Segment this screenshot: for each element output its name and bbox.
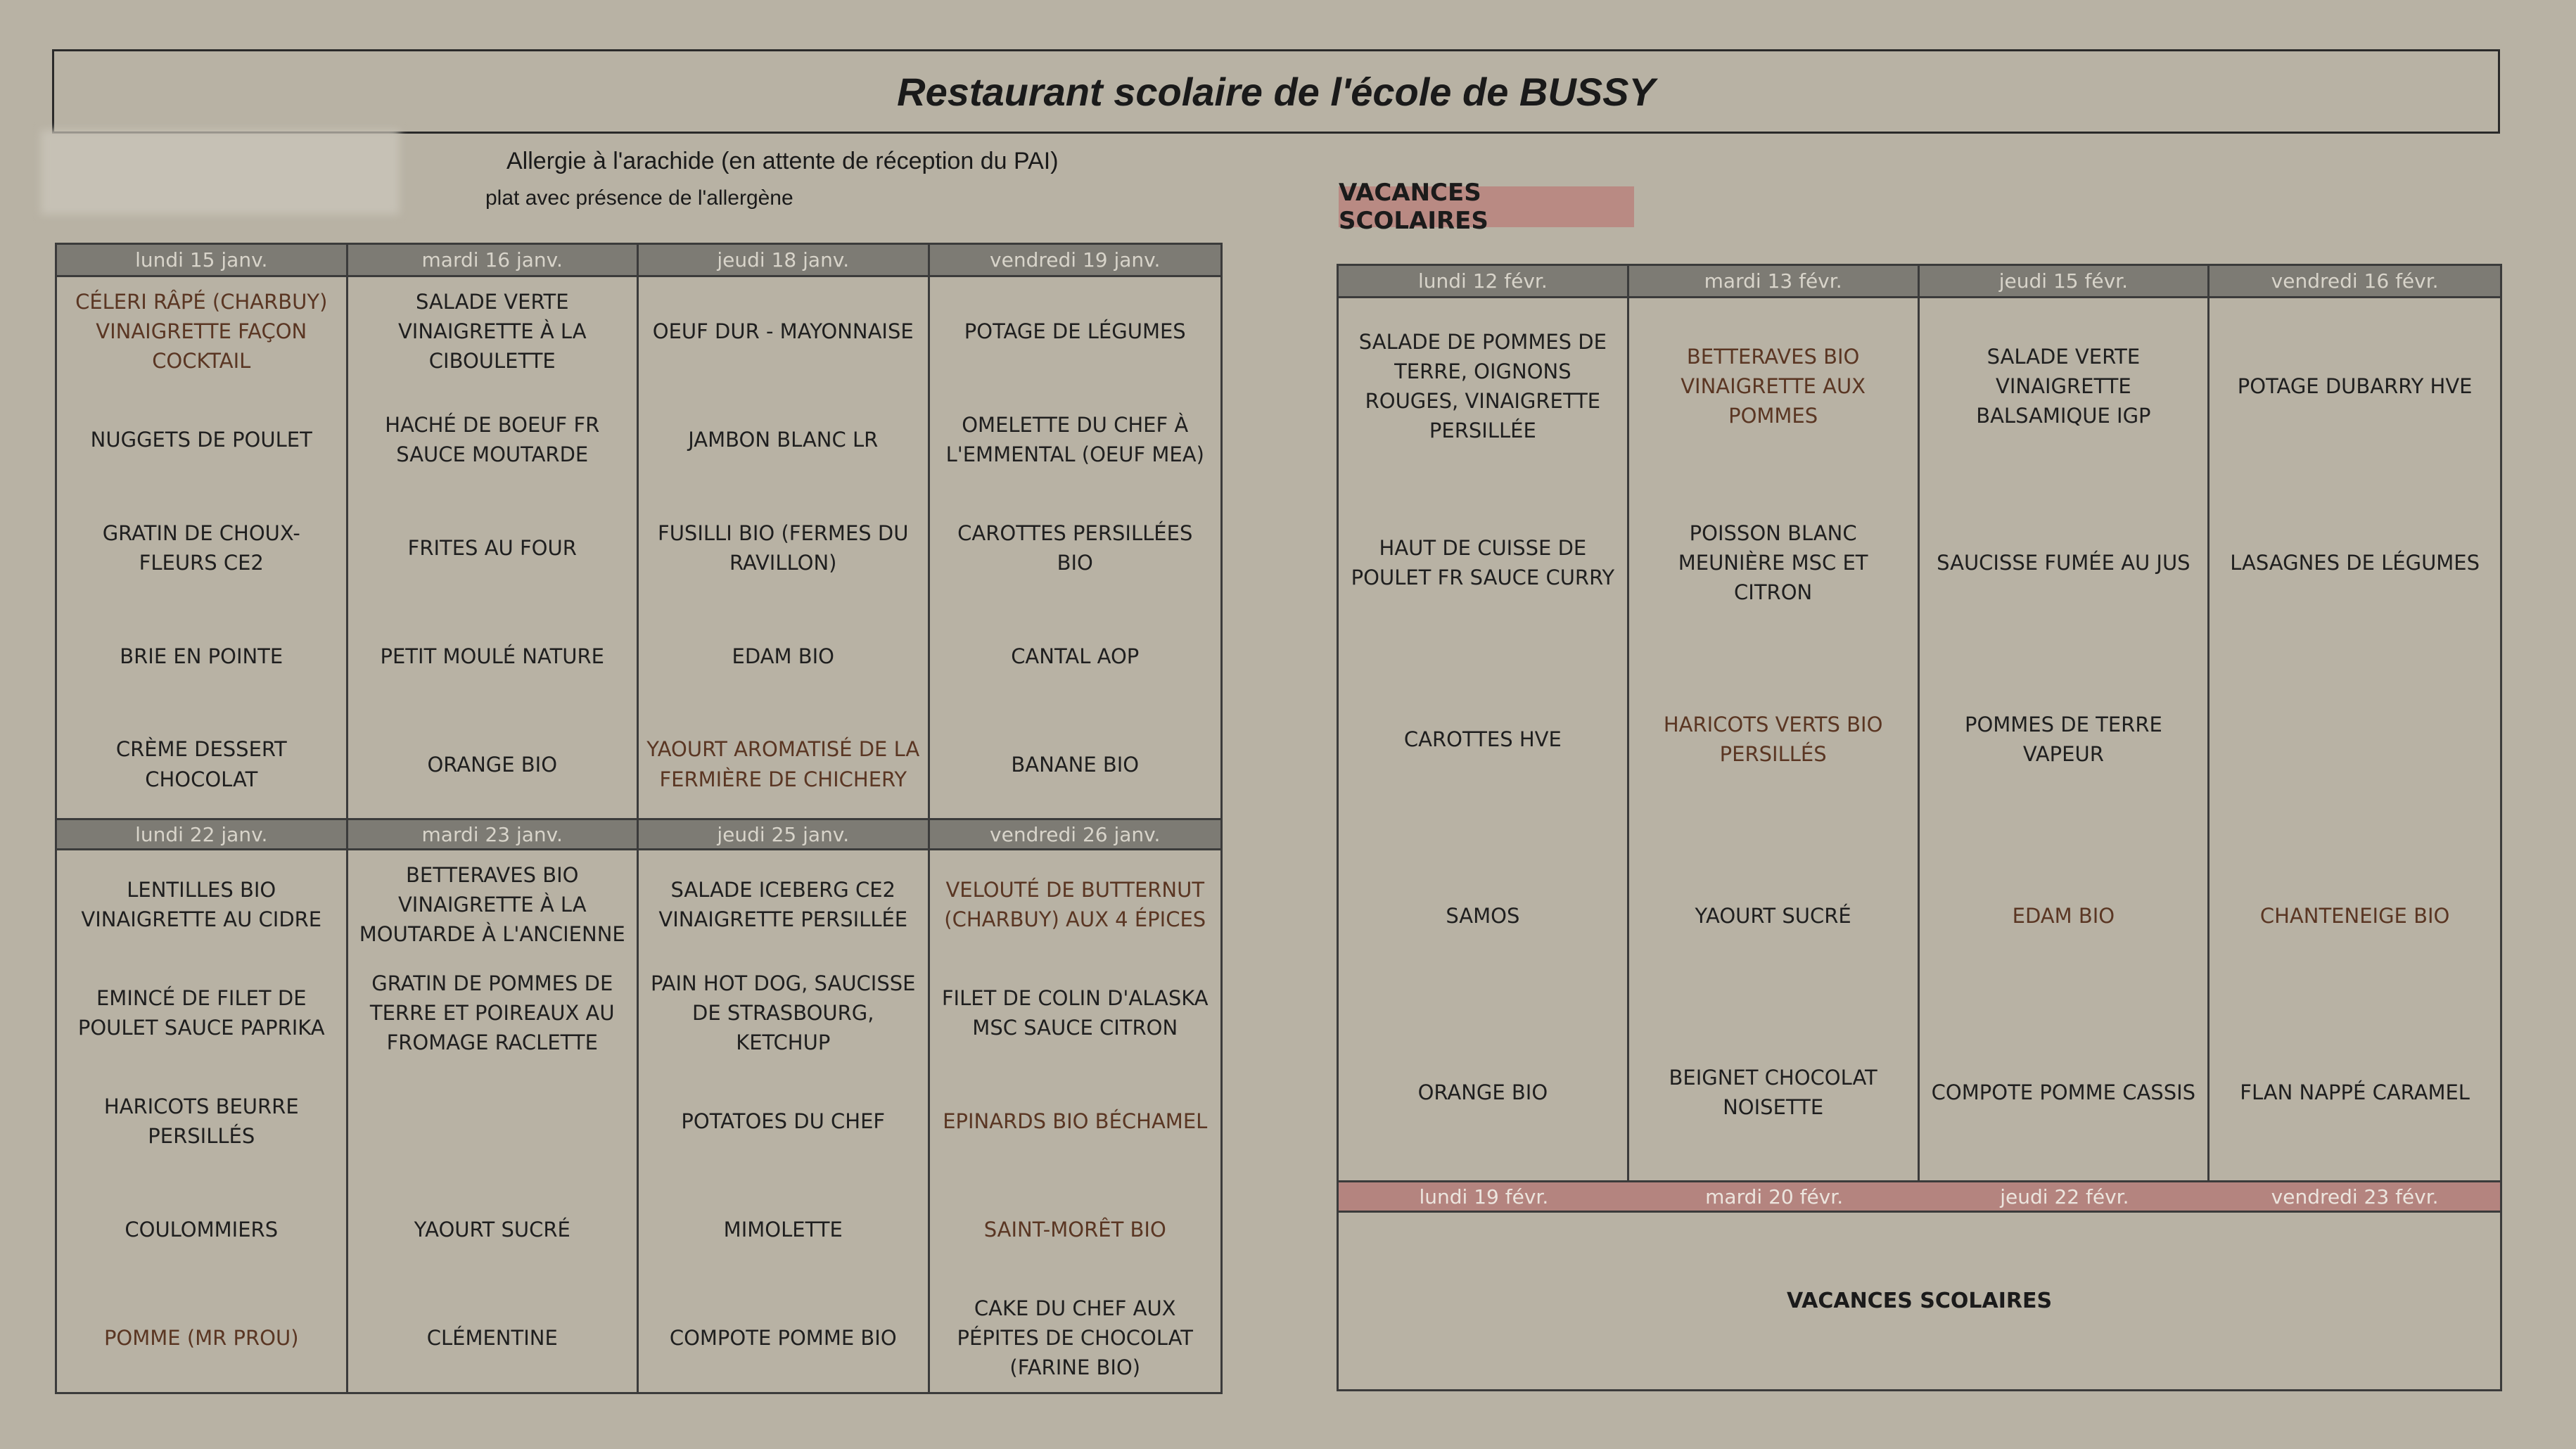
menu-cell: SALADE DE POMMES DE TERRE, OIGNONS ROUGES, VINAIGRETTE PERSILLÉE: [1339, 298, 1629, 475]
menu-cell: BRIE EN POINTE: [57, 602, 348, 710]
menu-cell: PETIT MOULÉ NATURE: [348, 602, 639, 710]
menu-cell: SAUCISSE FUMÉE AU JUS: [1920, 475, 2210, 651]
menu-cell: OEUF DUR - MAYONNAISE: [639, 277, 930, 385]
menu-cell: FUSILLI BIO (FERMES DU RAVILLON): [639, 494, 930, 602]
menu-cell: OMELETTE DU CHEF À L'EMMENTAL (OEUF MEA): [945, 412, 1204, 466]
menu-cell: SALADE ICEBERG CE2 VINAIGRETTE PERSILLÉE: [639, 850, 930, 959]
day-header: jeudi 15 févr.: [1920, 266, 2210, 298]
menu-cell: COMPOTE POMME BIO: [639, 1284, 930, 1392]
menu-cell: SAMOS: [1339, 827, 1629, 1004]
menu-cell: CAKE DU CHEF AUX PÉPITES DE CHOCOLAT (FARINE BIO): [957, 1296, 1193, 1380]
menu-cell: EPINARDS BIO BÉCHAMEL: [943, 1109, 1208, 1134]
menu-cell: PAIN HOT DOG, SAUCISSE DE STRASBOURG, KETCHUP: [639, 959, 930, 1067]
vacation-note: VACANCES SCOLAIRES: [1786, 1289, 2053, 1314]
title-banner: [52, 49, 2500, 134]
menu-cell: VELOUTÉ DE BUTTERNUT (CHARBUY) AUX 4 ÉPICES: [944, 878, 1206, 932]
day-header: vendredi 19 janv.: [930, 245, 1221, 277]
day-header: mardi 20 févr.: [1629, 1180, 1920, 1213]
menu-cell: [2210, 651, 2500, 828]
menu-cell: NUGGETS DE POULET: [57, 385, 348, 494]
menu-cell: LENTILLES BIO VINAIGRETTE AU CIDRE: [57, 850, 348, 959]
day-header: vendredi 26 janv.: [930, 818, 1221, 850]
menu-cell: POMME (MR PROU): [57, 1284, 348, 1392]
day-header: lundi 19 févr.: [1339, 1180, 1629, 1213]
menu-cell: MIMOLETTE: [639, 1175, 930, 1284]
menu-cell: POTAGE DUBARRY HVE: [2237, 374, 2473, 399]
menu-cell: CLÉMENTINE: [348, 1284, 639, 1392]
day-header: mardi 13 févr.: [1629, 266, 1920, 298]
menu-cell: BETTERAVES BIO VINAIGRETTE AUX POMMES: [1629, 298, 1920, 475]
menu-cell: CÉLERI RÂPÉ (CHARBUY) VINAIGRETTE FAÇON COCKTAIL: [57, 277, 348, 385]
day-header: jeudi 18 janv.: [639, 245, 930, 277]
menu-cell: LASAGNES DE LÉGUMES: [2230, 551, 2480, 575]
menu-cell: COMPOTE POMME CASSIS: [1920, 1004, 2210, 1180]
menu-cell: GRATIN DE POMMES DE TERRE ET POIREAUX AU FROMAGE RACLETTE: [348, 959, 639, 1067]
menu-cell: GRATIN DE CHOUX-FLEURS CE2: [57, 494, 348, 602]
day-header: lundi 22 janv.: [57, 818, 348, 850]
menu-cell: HARICOTS BEURRE PERSILLÉS: [57, 1067, 348, 1175]
allergen-dish-legend: plat avec présence de l'allergène: [485, 186, 793, 210]
menu-table-january: [55, 243, 1223, 1394]
legend-swatch-blurred: [41, 130, 400, 215]
menu-cell: YAOURT SUCRÉ: [1629, 827, 1920, 1004]
menu-cell: HACHÉ DE BOEUF FR SAUCE MOUTARDE: [348, 385, 639, 494]
menu-cell: CRÈME DESSERT CHOCOLAT: [57, 710, 348, 819]
menu-cell: CHANTENEIGE BIO: [2259, 903, 2450, 928]
day-header: jeudi 22 févr.: [1920, 1180, 2210, 1213]
day-header: lundi 12 févr.: [1339, 266, 1629, 298]
menu-cell: YAOURT AROMATISÉ DE LA FERMIÈRE DE CHICHERY: [639, 710, 930, 819]
day-header: vendredi 23 févr.: [2210, 1180, 2500, 1213]
menu-cell: FRITES AU FOUR: [348, 494, 639, 602]
day-header: lundi 15 janv.: [57, 245, 348, 277]
menu-cell: FILET DE COLIN D'ALASKA MSC SAUCE CITRON: [941, 986, 1209, 1040]
menu-cell: ORANGE BIO: [348, 710, 639, 819]
day-header: mardi 16 janv.: [348, 245, 639, 277]
menu-cell: EMINCÉ DE FILET DE POULET SAUCE PAPRIKA: [57, 959, 348, 1067]
menu-cell: BANANE BIO: [1011, 752, 1140, 777]
menu-cell: CAROTTES PERSILLÉES BIO: [957, 521, 1193, 575]
menu-cell: POTAGE DE LÉGUMES: [964, 319, 1186, 343]
menu-cell: CANTAL AOP: [1011, 644, 1140, 668]
menu-cell: SALADE VERTE VINAIGRETTE À LA CIBOULETTE: [348, 277, 639, 385]
menu-cell: ORANGE BIO: [1339, 1004, 1629, 1180]
menu-cell: POISSON BLANC MEUNIÈRE MSC ET CITRON: [1629, 475, 1920, 651]
allergy-legend: Allergie à l'arachide (en attente de réception du PAI): [506, 148, 1059, 174]
page-title: Restaurant scolaire de l'école de BUSSY: [897, 69, 1655, 114]
menu-table-february: [1337, 264, 2502, 1391]
menu-cell: JAMBON BLANC LR: [639, 385, 930, 494]
menu-cell: SAINT-MORÊT BIO: [983, 1218, 1166, 1242]
menu-cell: POTATOES DU CHEF: [639, 1067, 930, 1175]
menu-cell: EDAM BIO: [639, 602, 930, 710]
menu-cell: HAUT DE CUISSE DE POULET FR SAUCE CURRY: [1339, 475, 1629, 651]
menu-cell: SALADE VERTE VINAIGRETTE BALSAMIQUE IGP: [1920, 298, 2210, 475]
menu-cell: [348, 1067, 639, 1175]
menu-cell: YAOURT SUCRÉ: [348, 1175, 639, 1284]
vacation-badge: VACANCES SCOLAIRES: [1339, 186, 1634, 227]
day-header: mardi 23 janv.: [348, 818, 639, 850]
day-header: vendredi 16 févr.: [2210, 266, 2500, 298]
day-header: jeudi 25 janv.: [639, 818, 930, 850]
menu-cell: FLAN NAPPÉ CARAMEL: [2240, 1080, 2470, 1104]
menu-cell: POMMES DE TERRE VAPEUR: [1920, 651, 2210, 828]
menu-cell: BEIGNET CHOCOLAT NOISETTE: [1629, 1004, 1920, 1180]
menu-cell: COULOMMIERS: [57, 1175, 348, 1284]
menu-cell: HARICOTS VERTS BIO PERSILLÉS: [1629, 651, 1920, 828]
menu-cell: CAROTTES HVE: [1339, 651, 1629, 828]
menu-cell: EDAM BIO: [1920, 827, 2210, 1004]
menu-cell: BETTERAVES BIO VINAIGRETTE À LA MOUTARDE À L'ANCIENNE: [348, 850, 639, 959]
